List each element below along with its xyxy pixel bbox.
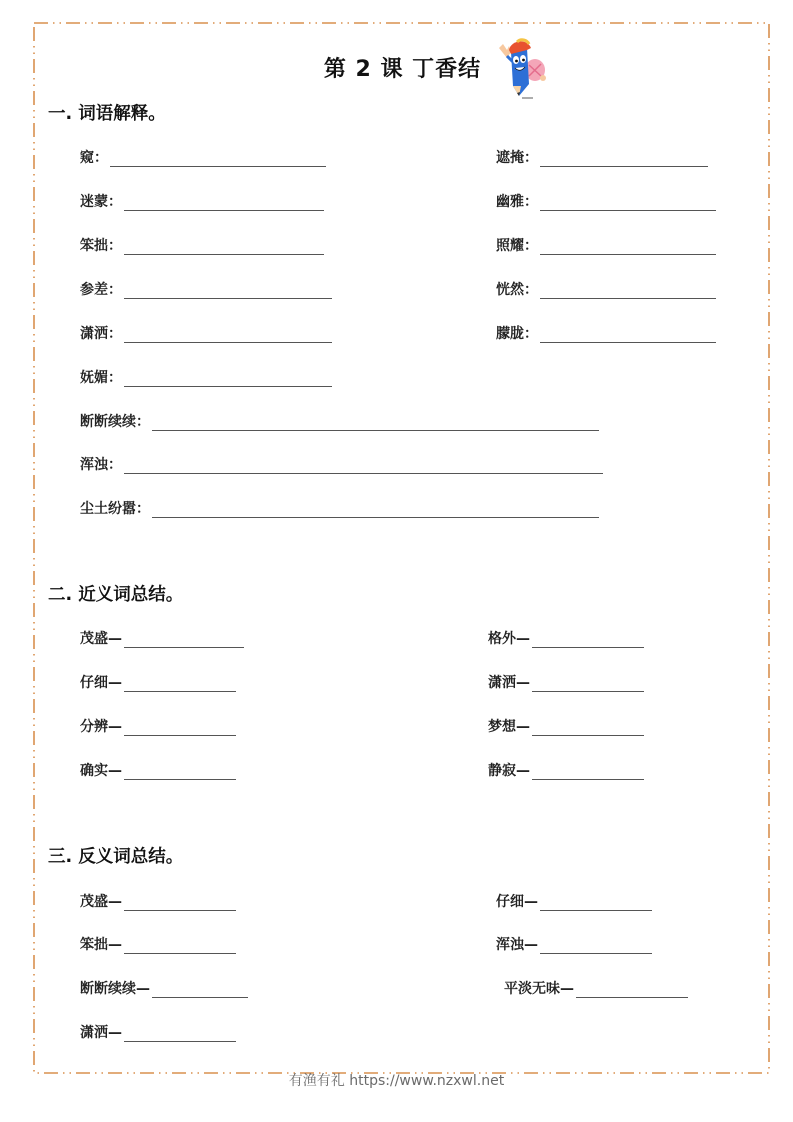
- item-label: 分辨—: [80, 719, 122, 735]
- word-explanation-item: [496, 235, 716, 255]
- answer-blank[interactable]: [540, 196, 716, 211]
- answer-blank[interactable]: [124, 459, 603, 474]
- item-label: 潇洒—: [488, 675, 530, 691]
- answer-blank[interactable]: [124, 721, 236, 736]
- answer-blank[interactable]: [124, 765, 236, 780]
- answer-blank[interactable]: [532, 677, 644, 692]
- answer-blank[interactable]: [540, 240, 716, 255]
- answer-blank[interactable]: [124, 328, 332, 343]
- word-explanation-item: [496, 323, 716, 343]
- dash-dot-border-icon: [33, 22, 770, 1074]
- item-label: 茂盛—: [80, 894, 122, 910]
- item-label: 静寂—: [488, 763, 530, 779]
- item-label: 恍然：: [496, 282, 538, 298]
- item-label: 参差：: [80, 282, 122, 298]
- antonym-item: [80, 978, 248, 998]
- section-heading-word-explanation: 一. 词语解释。: [48, 104, 166, 124]
- answer-blank[interactable]: [540, 896, 652, 911]
- word-explanation-item: [80, 279, 332, 299]
- antonym-item: [496, 891, 652, 911]
- pencil-mascot-icon: [493, 38, 557, 104]
- item-label: 梦想—: [488, 719, 530, 735]
- synonym-item: [80, 628, 244, 648]
- word-explanation-item: [80, 323, 332, 343]
- answer-blank[interactable]: [152, 503, 599, 518]
- item-label: 浑浊：: [80, 457, 122, 473]
- antonym-item: [496, 934, 652, 954]
- section-heading-antonyms: 三. 反义词总结。: [48, 847, 184, 867]
- answer-blank[interactable]: [124, 240, 324, 255]
- antonym-item: [80, 891, 236, 911]
- answer-blank[interactable]: [540, 284, 716, 299]
- item-label: 照耀：: [496, 238, 538, 254]
- word-explanation-item: [496, 147, 708, 167]
- answer-blank[interactable]: [152, 983, 248, 998]
- answer-blank[interactable]: [540, 328, 716, 343]
- page-border: [33, 22, 770, 1074]
- item-label: 仔细—: [496, 894, 538, 910]
- answer-blank[interactable]: [124, 896, 236, 911]
- footer-watermark: 有渔有礼 https://www.nzxwl.net: [288, 1073, 505, 1089]
- item-label: 迷蒙：: [80, 194, 122, 210]
- answer-blank[interactable]: [124, 939, 236, 954]
- item-label: 断断续续—: [80, 981, 150, 997]
- word-explanation-item: [80, 454, 603, 474]
- synonym-item: [80, 672, 236, 692]
- answer-blank[interactable]: [532, 633, 644, 648]
- answer-blank[interactable]: [532, 765, 644, 780]
- item-label: 潇洒：: [80, 326, 122, 342]
- word-explanation-item: [496, 279, 716, 299]
- word-explanation-item: [80, 235, 324, 255]
- antonym-item: [80, 934, 236, 954]
- answer-blank[interactable]: [152, 416, 599, 431]
- antonym-item: [80, 1022, 236, 1042]
- answer-blank[interactable]: [540, 152, 708, 167]
- word-explanation-item: [80, 191, 324, 211]
- synonym-item: [488, 672, 644, 692]
- item-label: 笨拙—: [80, 937, 122, 953]
- word-explanation-item: [496, 191, 716, 211]
- item-label: 笨拙：: [80, 238, 122, 254]
- item-label: 浑浊—: [496, 937, 538, 953]
- answer-blank[interactable]: [532, 721, 644, 736]
- synonym-item: [488, 716, 644, 736]
- synonym-item: [488, 628, 644, 648]
- answer-blank[interactable]: [124, 196, 324, 211]
- item-label: 仔细—: [80, 675, 122, 691]
- answer-blank[interactable]: [124, 677, 236, 692]
- item-label: 妩媚：: [80, 370, 122, 386]
- antonym-item: [504, 978, 688, 998]
- item-label: 平淡无味—: [504, 981, 574, 997]
- answer-blank[interactable]: [124, 633, 244, 648]
- item-label: 断断续续：: [80, 414, 150, 430]
- item-label: 窥：: [80, 150, 108, 166]
- item-label: 朦胧：: [496, 326, 538, 342]
- answer-blank[interactable]: [576, 983, 688, 998]
- answer-blank[interactable]: [110, 152, 326, 167]
- item-label: 潇洒—: [80, 1025, 122, 1041]
- synonym-item: [80, 760, 236, 780]
- answer-blank[interactable]: [124, 1027, 236, 1042]
- synonym-item: [488, 760, 644, 780]
- answer-blank[interactable]: [124, 284, 332, 299]
- word-explanation-item: [80, 367, 332, 387]
- lesson-title: 第 2 课 丁香结: [323, 57, 482, 82]
- section-heading-synonyms: 二. 近义词总结。: [48, 585, 184, 605]
- answer-blank[interactable]: [540, 939, 652, 954]
- word-explanation-item: [80, 147, 326, 167]
- item-label: 遮掩：: [496, 150, 538, 166]
- word-explanation-item: [80, 498, 599, 518]
- item-label: 尘土纷嚣：: [80, 501, 150, 517]
- item-label: 茂盛—: [80, 631, 122, 647]
- item-label: 确实—: [80, 763, 122, 779]
- answer-blank[interactable]: [124, 372, 332, 387]
- item-label: 幽雅：: [496, 194, 538, 210]
- word-explanation-item: [80, 411, 599, 431]
- item-label: 格外—: [488, 631, 530, 647]
- synonym-item: [80, 716, 236, 736]
- page-title: [0, 52, 793, 83]
